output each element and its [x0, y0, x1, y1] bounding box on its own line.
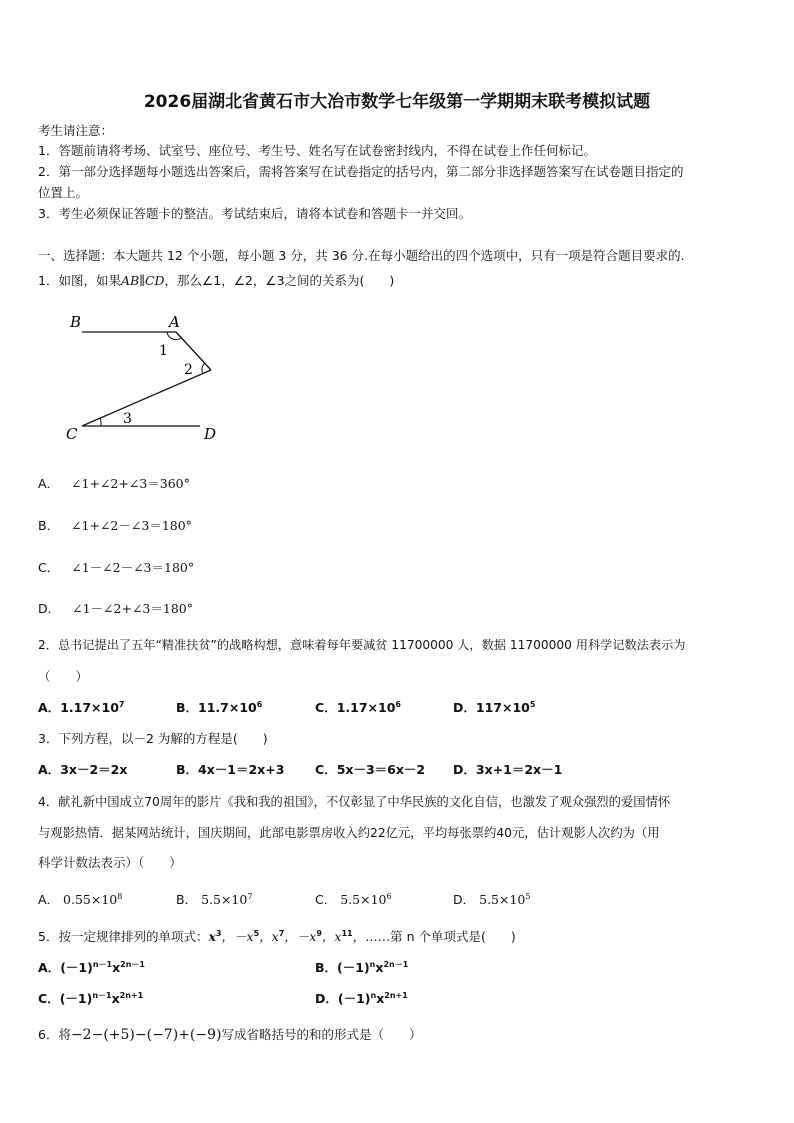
option-exp: 6	[386, 891, 392, 901]
option-base: 5.5×10	[340, 892, 387, 907]
question-5-stem	[38, 927, 516, 945]
q3-option-a[interactable]	[38, 760, 127, 778]
q5-term: x	[208, 929, 216, 944]
q5-term-exp: 11	[341, 928, 353, 938]
q3-option-b[interactable]	[176, 760, 284, 778]
option-base: 5.5×10	[201, 892, 248, 907]
option-exp: n－1	[92, 959, 113, 969]
angle-3-arc	[100, 418, 101, 426]
option-expr: 5x－3＝6x－2	[336, 762, 426, 777]
page-title: 2026届湖北省黄石市大冶市数学七年级第一学期期末联考模拟试题	[143, 92, 651, 112]
q2-option-b[interactable]	[176, 698, 262, 716]
notice-heading: 考生请注意：	[38, 123, 114, 138]
q5-term-exp: 5	[253, 928, 260, 938]
q5-stem-b: ，……第 n 个单项式是( )	[352, 929, 516, 944]
q5-option-b[interactable]	[315, 958, 408, 976]
option-label: D．	[315, 991, 338, 1006]
q5-term: ，－x	[284, 929, 317, 944]
q5-option-a[interactable]	[38, 958, 145, 976]
question-3-stem: 3．下列方程，以－2 为解的方程是( )	[38, 731, 268, 746]
q1-stem-b: ，那么∠1，∠2，∠3之间的关系为( )	[164, 273, 395, 288]
q3-option-d[interactable]	[453, 760, 562, 778]
option-exp: 6	[395, 699, 401, 709]
option-expr: 4x－1＝2x+3	[198, 762, 285, 777]
option-label: B．	[176, 700, 199, 715]
option-exp: 5	[529, 699, 536, 709]
option-exp: 5	[525, 891, 531, 901]
option-label: A．	[38, 892, 60, 907]
q6-stem-a: 6．将	[38, 1027, 71, 1042]
option-label: B．	[315, 960, 338, 975]
option-label: A．	[38, 700, 61, 715]
q1-stem-a: 1．如图，如果	[38, 273, 121, 288]
q6-stem-b: 写成省略括号的和的形式是（ ）	[221, 1027, 422, 1042]
q5-stem-a: 5．按一定规律排列的单项式：	[38, 929, 209, 944]
option-exp: 2n－1	[120, 959, 145, 969]
option-mid: x	[112, 960, 121, 975]
notice-item: 2．第一部分选择题每小题选出答案后，需将答案写在试卷指定的括号内，第二部分非选择题答案写在试卷题目指定的	[38, 164, 684, 179]
option-exp: 7	[118, 699, 125, 709]
option-mid: x	[376, 991, 385, 1006]
label-d: D	[204, 425, 217, 443]
option-base: 0.55×10	[63, 892, 118, 907]
q2-paren: （ ）	[38, 669, 89, 684]
option-label: C．	[38, 991, 60, 1006]
option-label: A．	[38, 476, 60, 491]
label-c: C	[66, 425, 78, 443]
q4-option-d[interactable]	[453, 890, 530, 908]
label-angle-3: 3	[123, 411, 132, 427]
option-exp: n－1	[92, 990, 112, 1000]
q5-option-c[interactable]	[38, 989, 143, 1007]
option-expr: ∠1+∠2+∠3＝360°	[71, 476, 190, 491]
q1-option-b[interactable]	[38, 516, 192, 534]
q1-stem-math: AB∥CD	[120, 273, 165, 288]
label-a: A	[169, 313, 180, 331]
q2-option-a[interactable]	[38, 698, 124, 716]
option-exp: 2n+1	[384, 990, 408, 1000]
q2-option-c[interactable]	[315, 698, 401, 716]
option-mid: x	[111, 991, 120, 1006]
option-pre: (－1)	[60, 960, 93, 975]
option-label: C．	[315, 892, 337, 907]
option-label: D．	[453, 762, 476, 777]
option-label: C．	[315, 700, 337, 715]
option-exp: 2n+1	[119, 990, 144, 1000]
question-4-line: 4．献礼新中国成立70周年的影片《我和我的祖国》，不仅彰显了中华民族的文化自信，也激发了观众强烈的爱国情怀	[38, 795, 671, 809]
notice-item: 1．答题前请将考场、试室号、座位号、考生号、姓名写在试卷密封线内，不得在试卷上作任何标记。	[38, 143, 596, 158]
option-expr: 3x+1＝2x－1	[475, 762, 563, 777]
section-heading: 一、选择题：本大题共 12 个小题，每小题 3 分，共 36 分.在每小题给出的四个选项中，只有一项是符合题目要求的.	[38, 248, 685, 263]
q5-term: ，x	[259, 929, 279, 944]
option-exp: 6	[256, 699, 263, 709]
option-exp: n	[370, 990, 377, 1000]
option-mid: x	[375, 960, 384, 975]
option-pre: (－1)	[337, 991, 371, 1006]
segment-e-c	[82, 370, 211, 426]
option-expr: 3x－2＝2x	[60, 762, 128, 777]
option-expr: ∠1－∠2+∠3＝180°	[72, 601, 193, 616]
q5-term-exp: 7	[278, 928, 285, 938]
option-base: 5.5×10	[479, 892, 526, 907]
q5-term-exp: 3	[215, 928, 222, 938]
q5-term: ，x	[321, 929, 342, 944]
notice-item: 位置上。	[38, 185, 89, 200]
option-label: D．	[453, 892, 476, 907]
q1-option-c[interactable]	[38, 558, 194, 576]
option-label: B．	[176, 762, 199, 777]
option-label: A．	[38, 762, 61, 777]
option-expr: ∠1+∠2－∠3＝180°	[71, 518, 192, 533]
question-6-stem	[38, 1025, 421, 1043]
option-label: D．	[38, 601, 61, 616]
q3-option-c[interactable]	[315, 760, 425, 778]
option-label: B．	[38, 518, 60, 533]
q4-option-a[interactable]	[38, 890, 122, 908]
option-label: B．	[176, 892, 198, 907]
option-exp: 8	[117, 891, 123, 901]
option-exp: n	[369, 959, 376, 969]
question-1-stem	[38, 271, 394, 289]
option-base: 117×10	[475, 700, 530, 715]
q1-option-d[interactable]	[38, 599, 193, 617]
label-angle-2: 2	[184, 362, 193, 378]
option-base: 1.17×10	[336, 700, 396, 715]
option-exp: 7	[247, 891, 253, 901]
notice-item: 3．考生必须保证答题卡的整洁。考试结束后，请将本试卷和答题卡一并交回。	[38, 206, 471, 221]
q5-term-exp: 9	[316, 928, 322, 938]
option-base: 11.7×10	[198, 700, 257, 715]
option-pre: (－1)	[337, 960, 370, 975]
option-exp: 2n－1	[383, 959, 409, 969]
segment-a-e	[176, 332, 211, 370]
q4-option-b[interactable]	[176, 890, 252, 908]
option-label: C．	[38, 560, 60, 575]
q5-term: ，－x	[221, 929, 254, 944]
label-angle-1: 1	[159, 343, 168, 359]
q6-expr: −2−(+5)−(−7)+(−9)	[70, 1027, 222, 1043]
option-expr: ∠1－∠2－∠3＝180°	[71, 560, 195, 575]
option-label: A．	[38, 960, 61, 975]
q5-option-d[interactable]	[315, 989, 408, 1007]
option-label: C．	[315, 762, 337, 777]
option-pre: (－1)	[59, 991, 93, 1006]
option-label: D．	[453, 700, 476, 715]
q1-option-a[interactable]	[38, 474, 190, 492]
question-4-line: 与观影热情．据某网站统计，国庆期间，此部电影票房收入约22亿元，平均每张票约40元，估计观影人次约为（用	[38, 826, 660, 840]
q2-option-d[interactable]	[453, 698, 535, 716]
question-2-stem: 2．总书记提出了五年“精准扶贫”的战略构想，意味着每年要减贫 11700000 人，数据 11700000 用科学记数法表示为	[38, 638, 686, 652]
option-base: 1.17×10	[60, 700, 119, 715]
q4-option-c[interactable]	[315, 890, 392, 908]
question-4-line: 科学计数法表示）（ ）	[38, 855, 182, 870]
q1-figure	[60, 305, 230, 445]
label-b: B	[70, 313, 82, 331]
